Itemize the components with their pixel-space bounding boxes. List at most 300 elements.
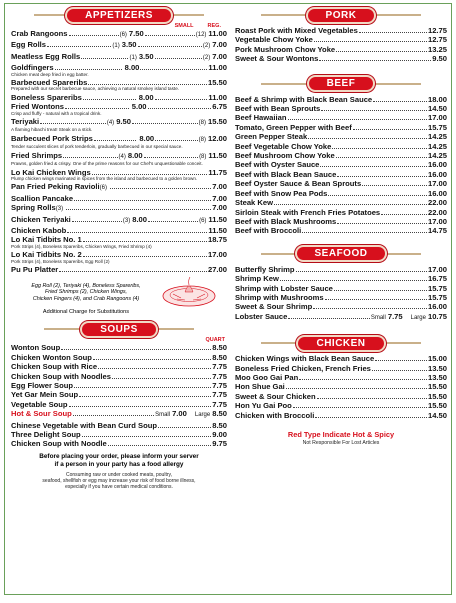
- leader-dots: [92, 174, 208, 175]
- item-name: Teriyaki: [11, 117, 40, 127]
- menu-item: [235, 217, 447, 226]
- item-qty-reg: (8): [199, 153, 207, 160]
- item-name: Spring Rolls: [11, 203, 56, 213]
- leader-dots: [332, 148, 427, 149]
- item-name: Beef with Bean Sprouts: [235, 104, 321, 114]
- item-name: Beef Oyster Sauce & Bean Sprouts: [235, 179, 362, 189]
- item-name: Yet Gar Mein Soup: [11, 390, 79, 400]
- item-price-reg: 11.00: [208, 63, 227, 73]
- item-price: 15.75: [427, 122, 447, 132]
- size-small-label: Small: [370, 314, 386, 321]
- item-price: 8.50: [212, 352, 227, 362]
- menu-item: [235, 411, 447, 420]
- leader-dots: [353, 129, 427, 130]
- soups-title: SOUPS: [80, 321, 158, 338]
- item-name: Chicken Soup with Noodle: [11, 439, 107, 449]
- item-name: Tomato, Green Pepper with Beef: [235, 122, 352, 132]
- item-name: Sweet & Sour Chicken: [235, 391, 316, 401]
- leader-dots: [98, 368, 211, 369]
- menu-item: [235, 302, 447, 311]
- leader-dots: [148, 108, 212, 109]
- item-name: Chicken Kabob: [11, 225, 67, 235]
- leader-dots: [94, 140, 137, 141]
- beef-title: BEEF: [307, 75, 376, 92]
- item-price: 9.00: [212, 430, 227, 440]
- item-name: Shrimp with Lobster Sauce: [235, 283, 333, 293]
- leader-dots: [328, 195, 427, 196]
- menu-item: [11, 353, 227, 362]
- leader-dots: [79, 396, 211, 397]
- item-price: 14.75: [427, 226, 447, 236]
- item-name: Egg Rolls: [11, 40, 47, 50]
- item-name: Goldfingers: [11, 63, 54, 73]
- item-price: 14.25: [427, 141, 447, 151]
- leader-dots: [83, 256, 207, 257]
- item-price: 12.75: [427, 35, 447, 45]
- leader-dots: [299, 379, 427, 380]
- platter-note-line: Fried Shrimps (2), Chicken Wings,: [44, 289, 128, 296]
- seafood-title: SEAFOOD: [295, 245, 388, 262]
- leader-dots: [40, 123, 106, 124]
- item-name: Beef Mushroom Chow Yoke: [235, 151, 335, 161]
- leader-dots: [337, 223, 427, 224]
- menu-item: [11, 343, 227, 352]
- item-name: Chinese Vegetable with Bean Curd Soup: [11, 420, 157, 430]
- leader-dots: [61, 349, 211, 350]
- item-name: Scallion Pancake: [11, 193, 74, 203]
- leader-dots: [320, 166, 427, 167]
- menu-item: [11, 194, 227, 203]
- appetizers-banner: [34, 7, 204, 23]
- item-name: Sirloin Steak with French Fries Potatoes: [235, 207, 381, 217]
- spicy-legend: Red Type Indicate Hot & Spicy: [287, 430, 395, 439]
- item-name: Beef & Shrimp with Black Bean Sauce: [235, 94, 373, 104]
- item-price-reg: 11.00: [208, 92, 227, 102]
- menu-item: [235, 104, 447, 113]
- menu-item: [11, 29, 227, 40]
- leader-dots: [359, 32, 427, 33]
- item-name: Beef with Oyster Sauce: [235, 160, 320, 170]
- item-price: 7.75: [212, 371, 227, 381]
- soups-banner: [44, 321, 194, 337]
- menu-item: [11, 400, 227, 409]
- item-name: Green Pepper Steak: [235, 132, 308, 142]
- item-name: Barbecued Spareribs: [11, 78, 88, 88]
- menu-item: [235, 265, 447, 274]
- item-qty-reg: (2): [202, 54, 211, 61]
- menu-item: [11, 215, 227, 226]
- menu-item: [235, 401, 447, 410]
- lost-articles-note: Not Responsible For Lost Articles: [302, 440, 380, 446]
- item-price: 13.25: [427, 44, 447, 54]
- item-description: Prawns, golden fried & crispy. One of the prime reasons for our Chef's unquestionable conceit.: [11, 161, 203, 167]
- leader-dots: [148, 221, 198, 222]
- item-price: 8.50: [212, 420, 227, 430]
- menu-item: [11, 390, 227, 399]
- item-name: Lo Kai Tidbits No. 1: [11, 235, 82, 245]
- leader-dots: [325, 299, 427, 300]
- leader-dots: [108, 445, 211, 446]
- menu-item: [235, 95, 447, 104]
- item-price: 16.00: [427, 302, 447, 312]
- item-price: 9.75: [212, 439, 227, 449]
- menu-item: [11, 439, 227, 448]
- item-name: Pu Pu Platter: [11, 264, 59, 274]
- leader-dots: [373, 101, 427, 102]
- item-name: Butterfly Shrimp: [235, 264, 295, 274]
- item-description: Crisp and fluffy - natural with a tropical drink.: [11, 110, 102, 116]
- leader-dots: [144, 157, 198, 158]
- item-price: 13.50: [427, 363, 447, 373]
- item-price: 16.00: [427, 169, 447, 179]
- item-name: Beef with Snow Pea Pods: [235, 188, 328, 198]
- item-name: Vegetable Chow Yoke: [235, 35, 313, 45]
- item-price-reg: 12.00: [208, 133, 228, 143]
- menu-item: [235, 170, 447, 179]
- pork-title: PORK: [306, 7, 377, 24]
- item-name: Hon Shue Gai: [235, 382, 285, 392]
- item-qty-small: (4): [118, 153, 126, 160]
- item-price: 14.50: [427, 410, 447, 420]
- menu-item: [11, 40, 227, 51]
- leader-dots: [72, 221, 122, 222]
- menu-item: [235, 274, 447, 283]
- leader-dots: [296, 271, 427, 272]
- menu-item: [11, 381, 227, 390]
- size-large-label: Large: [194, 412, 211, 419]
- leader-dots: [337, 176, 427, 177]
- leader-dots: [65, 108, 129, 109]
- item-name: Fried Shrimps: [11, 150, 63, 160]
- leader-dots: [55, 69, 122, 70]
- leader-dots: [315, 417, 427, 418]
- item-description: Tender succulent slices of pork tenderloin, gradually barbecued in our special sauce.: [11, 144, 183, 150]
- item-name: Sweet & Sour Wontons: [235, 54, 319, 64]
- menu-item: [235, 45, 447, 54]
- chicken-title: CHICKEN: [296, 335, 385, 352]
- menu-item: [235, 54, 447, 63]
- item-name: Three Delight Soup: [11, 430, 81, 440]
- item-qty: (3): [55, 206, 64, 213]
- item-qty-small: (4): [106, 120, 115, 127]
- item-name: Hon Yu Gai Poo: [235, 401, 292, 411]
- leader-dots: [288, 119, 427, 120]
- item-price-small: 8.00: [124, 63, 140, 73]
- item-price: 11.75: [208, 167, 227, 177]
- item-price: 15.50: [427, 391, 447, 401]
- item-name: Lobster Sauce: [235, 311, 288, 321]
- item-price-reg: 7.00: [212, 51, 227, 61]
- menu-item: [235, 392, 447, 401]
- platter-note-line: Egg Roll (2), Teriyaki (4), Boneless Spareribs,: [31, 282, 141, 289]
- item-price-reg: 15.50: [208, 117, 228, 127]
- leader-dots: [138, 46, 202, 47]
- item-name: Chicken Wonton Soup: [11, 352, 92, 362]
- item-description: Pork Strips (4), Boneless Spareribs, Chicken Wings, Fried Shrimp (4): [11, 243, 152, 249]
- leader-dots: [155, 140, 198, 141]
- leader-dots: [132, 123, 198, 124]
- item-qty-reg: (8): [198, 136, 206, 143]
- item-name: Chicken Wings with Black Bean Sauce: [235, 354, 375, 364]
- menu-item: [11, 93, 227, 102]
- chicken-list: [235, 354, 447, 420]
- menu-item: [235, 364, 447, 373]
- leader-dots: [112, 378, 211, 379]
- leader-dots: [88, 84, 207, 85]
- item-price: 15.50: [427, 382, 447, 392]
- item-price-small: 7.00: [172, 409, 187, 419]
- item-qty-small: (1): [112, 43, 120, 50]
- size-small-label: Small: [155, 412, 171, 419]
- menu-item: [235, 208, 447, 217]
- menu-item: [11, 226, 227, 235]
- item-qty-small: (6): [119, 32, 127, 38]
- item-description: Prepared with our secret barbecue sauce, achieving a natural smokey island taste.: [11, 86, 180, 92]
- leader-dots: [288, 318, 369, 319]
- leader-dots: [83, 241, 207, 242]
- item-price: 15.75: [427, 283, 447, 293]
- item-price: 7.75: [212, 381, 227, 390]
- item-price: 7.75: [212, 362, 227, 372]
- item-price: 15.50: [207, 78, 227, 88]
- leader-dots: [308, 138, 427, 139]
- left-column: [11, 4, 227, 490]
- item-price: 16.00: [427, 188, 447, 198]
- item-price: 13.50: [427, 372, 447, 382]
- leader-dots: [302, 232, 427, 233]
- menu-item: [235, 373, 447, 382]
- leader-dots: [372, 370, 427, 371]
- item-price: 7.00: [212, 193, 227, 203]
- item-price-small: 3.50: [121, 40, 137, 50]
- item-price-reg: 11.00: [208, 29, 227, 38]
- item-name: Vegetable Soup: [11, 399, 68, 409]
- menu-item: [235, 132, 447, 141]
- leader-dots: [321, 110, 427, 111]
- item-name: Sweet & Sour Shrimp: [235, 302, 313, 312]
- menu-item: [235, 284, 447, 293]
- item-name: Lo Kai Tidbits No. 2: [11, 250, 82, 260]
- item-qty-reg: (6): [199, 217, 207, 224]
- leader-dots: [74, 200, 211, 201]
- item-price: 17.00: [427, 216, 447, 226]
- leader-dots: [110, 188, 211, 189]
- item-name: Chicken Soup with Noodles: [11, 371, 111, 381]
- pu-pu-platter-illustration: [161, 276, 217, 308]
- leader-dots: [313, 308, 427, 309]
- item-price-small: 7.75: [387, 311, 403, 321]
- appetizers-list: [11, 29, 227, 274]
- item-name: Beef Vegetable Chow Yoke: [235, 141, 332, 151]
- menu-item: [235, 123, 447, 132]
- item-price: 27.00: [207, 264, 227, 274]
- menu-item: [11, 430, 227, 439]
- item-name: Roast Pork with Mixed Vegetables: [235, 26, 358, 35]
- menu-item: [11, 52, 227, 63]
- menu-page: [4, 3, 452, 595]
- item-qty-reg: (8): [198, 120, 206, 127]
- leader-dots: [362, 185, 427, 186]
- item-name: Wonton Soup: [11, 343, 61, 353]
- menu-item: [235, 198, 447, 207]
- item-description: A flaming hibachi treat! Steak on a stick.: [11, 127, 93, 133]
- beef-banner: [261, 76, 421, 92]
- item-price: 14.25: [427, 151, 447, 161]
- item-description: Chicken meat deep fried in egg batter.: [11, 71, 89, 77]
- item-name: Hot & Sour Soup: [11, 409, 72, 419]
- item-price-small: 8.00: [127, 150, 143, 160]
- size-large-label: Large: [410, 314, 426, 321]
- item-price: 7.75: [212, 399, 227, 409]
- item-price: 15.00: [427, 354, 447, 364]
- item-price-small: 9.50: [116, 117, 131, 127]
- item-price: 18.75: [207, 235, 227, 245]
- leader-dots: [286, 388, 427, 389]
- menu-item: [235, 151, 447, 160]
- menu-item: [11, 203, 227, 214]
- leader-dots: [158, 427, 211, 428]
- leader-dots: [47, 46, 111, 47]
- leader-dots: [73, 415, 154, 416]
- item-qty-small: (1): [129, 54, 137, 61]
- menu-item: [11, 409, 227, 420]
- item-name: Beef with Black Mushrooms: [235, 216, 337, 226]
- item-name: Shrimp Kew: [235, 274, 279, 284]
- item-price: 8.50: [212, 409, 227, 419]
- leader-dots: [317, 398, 427, 399]
- leader-dots: [66, 209, 211, 210]
- item-price-small: 8.00: [139, 133, 155, 143]
- item-qty-reg: (2): [202, 43, 211, 50]
- size-label-small: SMALL: [174, 23, 194, 29]
- item-name: Meatless Egg Rolls: [11, 51, 81, 61]
- leader-dots: [140, 69, 207, 70]
- leader-dots: [69, 35, 119, 36]
- item-name: Beef with Broccoli: [235, 226, 302, 236]
- menu-item: [235, 189, 447, 198]
- beef-list: [235, 95, 447, 236]
- item-price: 22.00: [427, 207, 447, 217]
- leader-dots: [274, 204, 427, 205]
- item-price: 11.50: [208, 225, 227, 235]
- leader-dots: [375, 360, 427, 361]
- allergy-notice: Before placing your order, please inform your server if a person in your party has a food allergy: [39, 452, 199, 468]
- item-price: 7.75: [212, 390, 227, 400]
- item-price: 22.00: [427, 198, 447, 208]
- leader-dots: [83, 99, 136, 100]
- pork-list: [235, 26, 447, 64]
- item-price: 15.75: [427, 292, 447, 302]
- right-column: [235, 4, 447, 446]
- pu-pu-details: [11, 276, 227, 308]
- item-price-reg: 7.00: [212, 40, 227, 50]
- item-price: 10.75: [427, 311, 447, 321]
- item-name: Egg Flower Soup: [11, 381, 74, 390]
- item-name: Boneless Spareribs: [11, 92, 82, 102]
- menu-item: [235, 113, 447, 122]
- leader-dots: [93, 359, 211, 360]
- item-price: 15.50: [427, 401, 447, 411]
- leader-dots: [74, 387, 211, 388]
- menu-item: [11, 362, 227, 371]
- leader-dots: [82, 436, 212, 437]
- leader-dots: [155, 99, 208, 100]
- item-name: Shrimp with Mushrooms: [235, 292, 324, 302]
- item-name: Crab Rangoons: [11, 29, 68, 38]
- pork-banner: [261, 7, 421, 23]
- item-name: Pork Mushroom Chow Yoke: [235, 44, 336, 54]
- item-qty-small: (3): [122, 217, 131, 224]
- item-price: 8.50: [212, 343, 227, 353]
- item-price-reg: 6.75: [212, 102, 228, 112]
- seafood-list: [235, 265, 447, 323]
- consumer-advisory: Consuming raw or under cooked meats, poultry, seafood, shellfish or egg may increase your risk of food borne illness, especially if you have certain medical conditions.: [42, 471, 196, 490]
- menu-item: [11, 372, 227, 381]
- size-label-reg: REG.: [207, 23, 221, 29]
- item-price: 17.00: [207, 250, 227, 260]
- item-price: 17.00: [427, 264, 447, 274]
- item-name: Moo Goo Gai Pan: [235, 372, 299, 382]
- item-name: Pan Fried Peking Ravioli: [11, 182, 100, 192]
- item-price: 18.00: [427, 94, 447, 104]
- soups-size-label: QUART: [205, 337, 225, 344]
- leader-dots: [81, 58, 128, 59]
- item-name: Fried Wontons: [11, 102, 65, 112]
- leader-dots: [155, 58, 202, 59]
- item-description: Plump chicken wings marinated in spices from the island and barbecued to a golden brown.: [11, 175, 198, 181]
- item-price-reg: 11.50: [208, 214, 228, 224]
- item-price: 14.50: [427, 104, 447, 114]
- item-price: 16.75: [427, 274, 447, 284]
- leader-dots: [314, 41, 427, 42]
- substitution-note: Additional Charge for Substitutions: [42, 309, 130, 316]
- item-name: Beef Hawaiian: [235, 113, 287, 123]
- menu-item: [235, 293, 447, 302]
- menu-item: [235, 35, 447, 44]
- menu-item: [235, 226, 447, 235]
- chicken-banner: [261, 335, 421, 351]
- item-qty: (6): [99, 185, 107, 192]
- menu-item: [235, 179, 447, 188]
- item-name: Chicken with Broccoli: [235, 410, 315, 420]
- item-name: Lo Kai Chicken Wings: [11, 167, 91, 177]
- leader-dots: [293, 407, 427, 408]
- item-description: Pork Strips (4), Boneless Spareribs, Egg Roll (2): [11, 258, 110, 264]
- item-price-small: 8.00: [132, 214, 147, 224]
- leader-dots: [280, 280, 427, 281]
- menu-item: [11, 182, 227, 193]
- item-name: Barbecued Pork Strips: [11, 133, 93, 143]
- leader-dots: [63, 157, 117, 158]
- item-price: 17.00: [427, 179, 447, 189]
- menu-item: [235, 354, 447, 363]
- leader-dots: [145, 35, 195, 36]
- item-price-reg: 11.50: [208, 150, 227, 160]
- leader-dots: [381, 214, 427, 215]
- leader-dots: [334, 290, 427, 291]
- item-price: 16.00: [427, 160, 447, 170]
- menu-item: [235, 160, 447, 169]
- item-price: 12.75: [427, 26, 447, 35]
- item-qty-reg: (12): [195, 32, 207, 38]
- platter-note-line: Chicken Fingers (4), and Crab Rangoons (4): [32, 295, 140, 302]
- leader-dots: [336, 51, 427, 52]
- item-name: Beef with Black Bean Sauce: [235, 169, 337, 179]
- item-price: 7.00: [212, 182, 227, 192]
- soups-list: [11, 343, 227, 448]
- item-name: Chicken Soup with Rice: [11, 362, 98, 372]
- leader-dots: [319, 60, 431, 61]
